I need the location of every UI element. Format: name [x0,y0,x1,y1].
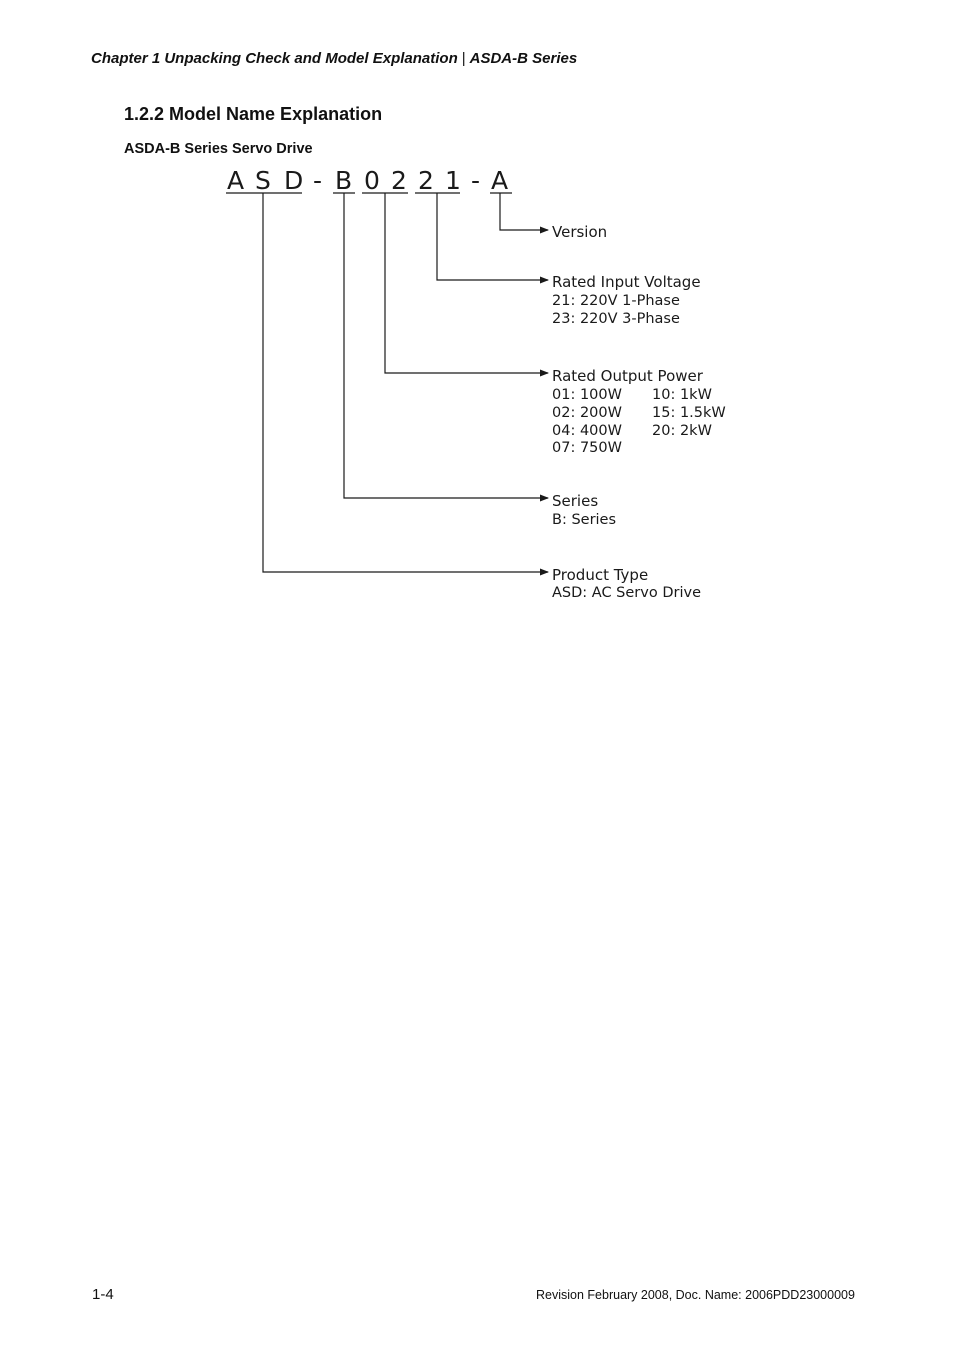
series-name: ASDA-B Series [469,50,578,67]
code-char-a: A [227,166,245,195]
leader-product [263,193,548,572]
code-char-series: B [335,166,353,195]
power-option: 01: 100W [552,387,622,403]
model-code [227,166,508,195]
voltage-option: 21: 220V 1-Phase [552,293,680,309]
power-option: 04: 400W [552,423,622,439]
revision-info: Revision February 2008, Doc. Name: 2006PDD23000009 [536,1288,855,1302]
code-char-voltage-1: 2 [418,166,434,195]
product-option: ASD: AC Servo Drive [552,585,701,601]
code-char-power-1: 0 [364,166,380,195]
code-char-version: A [491,166,509,195]
power-option: 15: 1.5kW [652,405,726,421]
series-title: Series [552,492,599,510]
voltage-title: Rated Input Voltage [552,273,701,291]
code-char-d: D [284,166,304,195]
power-title: Rated Output Power [552,367,703,385]
code-char-s: S [255,166,271,195]
diagram-subtitle: ASDA-B Series Servo Drive [124,141,313,157]
power-option: 07: 750W [552,440,622,456]
power-option: 10: 1kW [652,387,712,403]
code-char-power-2: 2 [391,166,407,195]
series-option: B: Series [552,512,617,528]
leader-voltage [437,193,548,280]
voltage-option: 23: 220V 3-Phase [552,311,680,327]
section-title: 1.2.2 Model Name Explanation [124,104,383,124]
leader-power [385,193,548,373]
product-title: Product Type [552,566,649,584]
chapter-title: Chapter 1 Unpacking Check and Model Explanation [91,50,458,67]
leader-version [500,193,548,230]
power-option: 20: 2kW [652,423,712,439]
power-option: 02: 200W [552,405,622,421]
leader-series [344,193,548,498]
code-char-voltage-2: 1 [445,166,461,195]
leader-lines [263,193,548,572]
code-dash-2: - [471,166,481,195]
model-name-diagram [0,0,954,620]
code-dash-1: - [313,166,323,195]
version-title: Version [552,223,608,241]
page-number: 1-4 [92,1286,114,1303]
header-separator: | [461,50,466,67]
